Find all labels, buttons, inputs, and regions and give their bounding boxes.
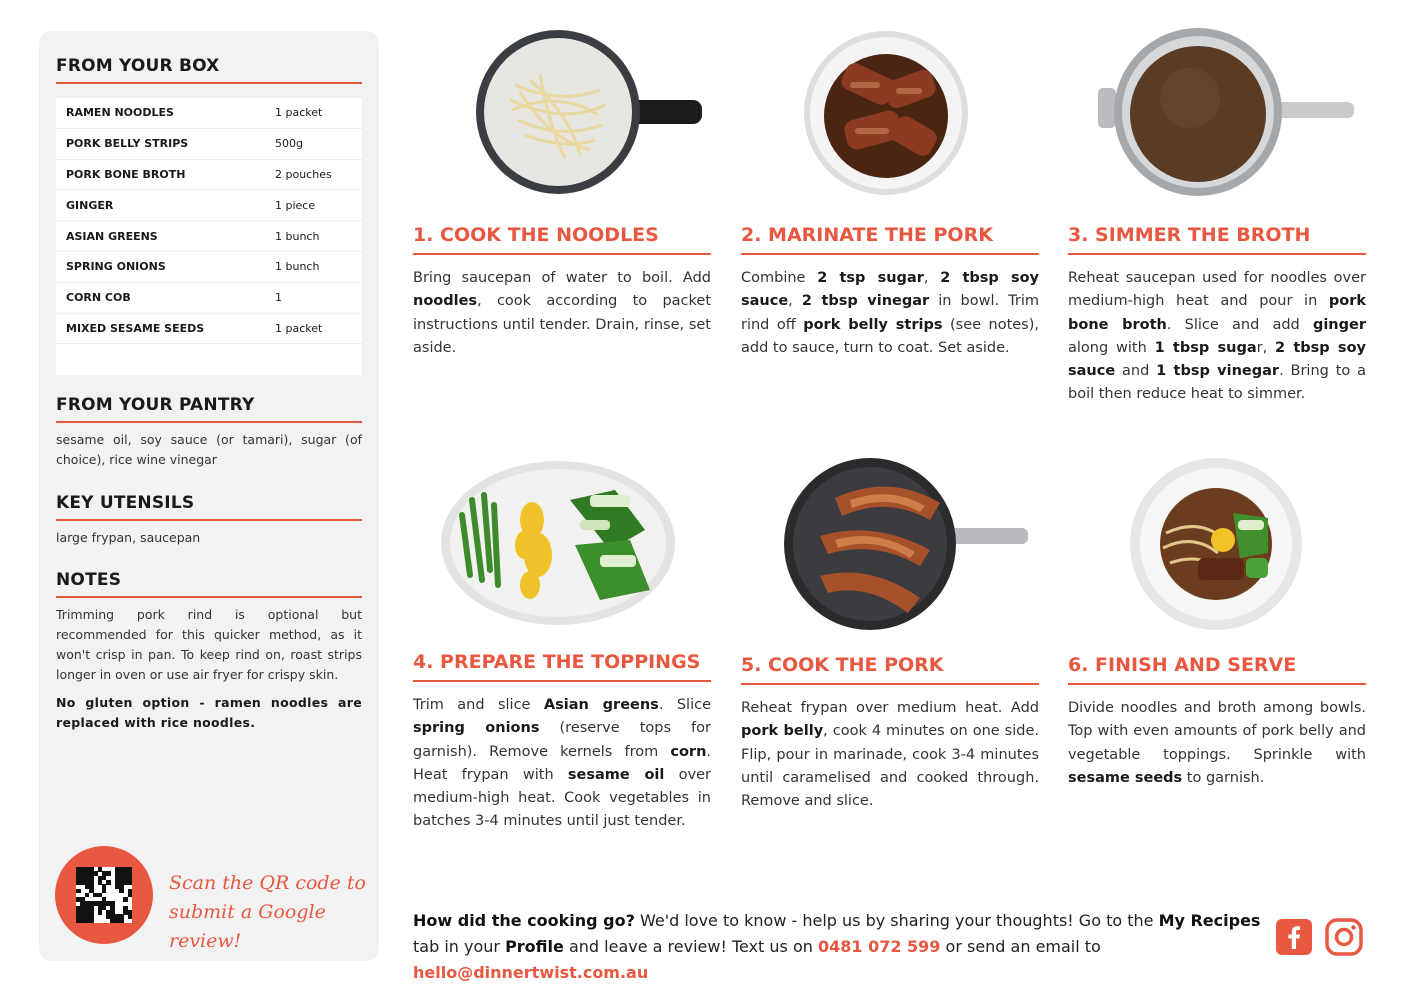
ingredient-highlight: pork bone broth [1068,293,1366,333]
qr-caption [169,869,379,956]
step4-body [413,694,711,834]
step-text: Trim and slice [413,697,544,713]
table-row [56,190,362,221]
divider [741,683,1039,685]
divider [56,519,362,521]
divider [1068,253,1366,255]
ingredient-highlight: pork belly [741,723,824,740]
qr-module [89,919,94,924]
step2-title: 2. MARINATE THE PORK [741,224,993,246]
qr-module [128,880,133,885]
step5-body [741,697,1039,813]
footer-text: We'd love to know - help us by sharing your thoughts! Go to the [634,911,1159,930]
footer-emphasis: Profile [505,937,564,956]
notes-text: Trimming pork rind is optional but recommended for this quicker method, as it won't crisp in pan. To keep rind on, roast strips longer in oven or use air fryer for crispy skin. [56,607,362,682]
ingredient-highlight: sesame seeds [1068,769,1183,786]
ingredient-name: ASIAN GREENS [66,229,158,243]
review-footer [413,908,1263,986]
ingredient-highlight: 1 tbsp suga [1154,339,1257,356]
ingredient-highlight: 2 tbsp soy sauce [1068,339,1366,380]
pork-frypan-photo [780,458,1030,630]
step-text: and [1115,363,1157,380]
qr-module [123,897,128,902]
table-row [56,98,362,129]
step4-title: 4. PREPARE THE TOPPINGS [413,651,701,673]
notes-heading: NOTES [56,570,122,590]
ingredient-highlight: 2 tbsp vinegar [801,293,930,310]
ingredient-qty: 1 packet [275,321,323,335]
step-text: . Heat frypan with [413,743,711,783]
step-text: Bring saucepan of water to boil. Add [413,270,711,286]
step-text: over medium-high heat. Cook vegetables in batches 3-4 minutes until just tender. [413,766,711,830]
step-text: Reheat frypan over medium heat. Add [741,700,1039,716]
ingredient-highlight: Asian greens [543,697,659,713]
noodles-pot-photo [470,30,710,200]
ingredient-highlight: ginger [1312,316,1366,333]
ingredient-name: PORK BELLY STRIPS [66,137,189,151]
footer-text: or send an email to [940,937,1101,956]
key-utensils-heading: KEY UTENSILS [56,493,195,513]
ingredient-qty: 2 pouches [275,167,332,181]
qr-module [128,914,133,919]
ingredient-qty: 1 bunch [275,229,320,243]
step-text: . Bring to a boil then reduce heat to simmer. [1068,363,1367,403]
divider [741,253,1039,255]
ingredient-highlight: noodles [413,293,478,310]
qr-caption-line1: Scan the QR code to [169,872,366,894]
pantry-text: sesame oil, soy sauce (or tamari), sugar (of choice), rice wine vinegar [56,432,362,467]
footer-emphasis: My Recipes [1158,911,1261,930]
divider [413,253,711,255]
qr-module [102,889,107,894]
step1-title: 1. COOK THE NOODLES [413,224,659,246]
ingredient-name: PORK BONE BROTH [66,167,186,181]
step-text: (reserve tops for garnish). Remove kernels from [413,720,711,760]
qr-caption-line2: submit a Google review! [169,901,326,952]
ingredient-highlight: spring onions [413,720,540,737]
qr-module [85,893,90,898]
ingredient-name: MIXED SESAME SEEDS [66,321,205,335]
footer-text: and leave a review! Text us on [563,937,818,956]
ingredient-highlight: sesame oil [567,766,665,783]
ingredient-qty: 1 bunch [275,260,320,274]
ramen-bowl-photo [1128,458,1304,630]
step3-title: 3. SIMMER THE BROTH [1068,224,1311,246]
step-text: Reheat saucepan used for noodles over medium-high heat and pour in [1068,270,1366,310]
ingredient-name: GINGER [66,198,114,212]
step1-body [413,267,711,360]
from-your-pantry-heading: FROM YOUR PANTRY [56,395,255,415]
instagram-icon[interactable] [1325,918,1363,956]
table-row [56,283,362,314]
qr-module [76,889,81,894]
utensils-text: large frypan, saucepan [56,530,201,545]
divider [56,82,362,84]
qr-module [98,910,103,915]
qr-module [128,893,133,898]
step-text: , cook according to packet instructions until tender. Drain, rinse, set aside. [413,293,711,356]
step5-title: 5. COOK THE PORK [741,654,944,676]
table-row [56,221,362,252]
ingredient-highlight: 2 tbsp soy sauce [741,270,1039,310]
footer-text: tab in your [413,937,506,956]
ingredient-name: RAMEN NOODLES [66,106,174,120]
ingredient-name: CORN COB [66,291,131,305]
ingredient-qty: 1 [275,291,282,305]
table-row [56,129,362,160]
table-row [56,252,362,283]
step-text: Combine [741,270,818,286]
step-text: . Slice and add [1166,316,1313,333]
step-text: r, [1256,339,1276,356]
step-text: . Slice [658,697,711,713]
from-your-box-heading: FROM YOUR BOX [56,56,220,76]
ingredient-highlight: 1 tbsp vinegar [1156,363,1280,380]
qr-module [106,871,111,876]
table-row [56,160,362,191]
box-ingredients-table [56,98,362,375]
step-text: to garnish. [1182,769,1265,786]
step6-title: 6. FINISH AND SERVE [1068,654,1297,676]
step-text: , cook 4 minutes on one side. Flip, pour in marinade, cook 3-4 minutes until caramelised and cooked through. Remove and slice. [741,723,1039,810]
ingredient-qty: 1 piece [275,198,316,212]
divider [1068,683,1366,685]
divider [413,680,711,682]
footer-emphasis: How did the cooking go? [413,911,635,930]
step6-body [1068,697,1366,790]
step-text: along with [1068,339,1155,356]
contact-link[interactable]: 0481 072 599 [817,937,941,956]
ingredient-highlight: corn [670,743,707,760]
qr-code[interactable] [76,867,132,923]
marinated-pork-bowl-photo [800,30,972,200]
step3-body [1068,267,1366,407]
divider [56,596,362,598]
toppings-platter-photo [440,460,676,626]
step-text: in bowl. Trim rind off [741,293,1039,333]
contact-link[interactable]: hello@dinnertwist.com.au [413,963,649,982]
ingredient-name: SPRING ONIONS [66,260,166,274]
gluten-option-text: No gluten option - ramen noodles are replaced with rice noodles. [56,695,362,730]
ingredient-highlight: 2 tsp sugar [817,270,924,286]
step2-body [741,267,1039,360]
qr-module [119,919,124,924]
broth-saucepan-photo [1098,28,1358,198]
qr-module [106,880,111,885]
table-row [56,314,362,345]
ingredient-highlight: pork belly strips [803,316,943,333]
ingredient-qty: 500g [275,137,303,151]
ingredient-qty: 1 packet [275,106,323,120]
divider [56,421,362,423]
step-text: , [923,270,941,286]
step-text: , [788,293,802,310]
facebook-icon[interactable] [1275,918,1313,956]
step-text: Divide noodles and broth among bowls. Top with even amounts of pork belly and vegetable toppings. Sprinkle with [1068,700,1366,763]
qr-badge[interactable] [55,846,153,944]
ingredients-sidebar [39,31,379,961]
step-text: (see notes), add to sauce, turn to coat. Set aside. [741,316,1040,356]
qr-module [119,889,124,894]
